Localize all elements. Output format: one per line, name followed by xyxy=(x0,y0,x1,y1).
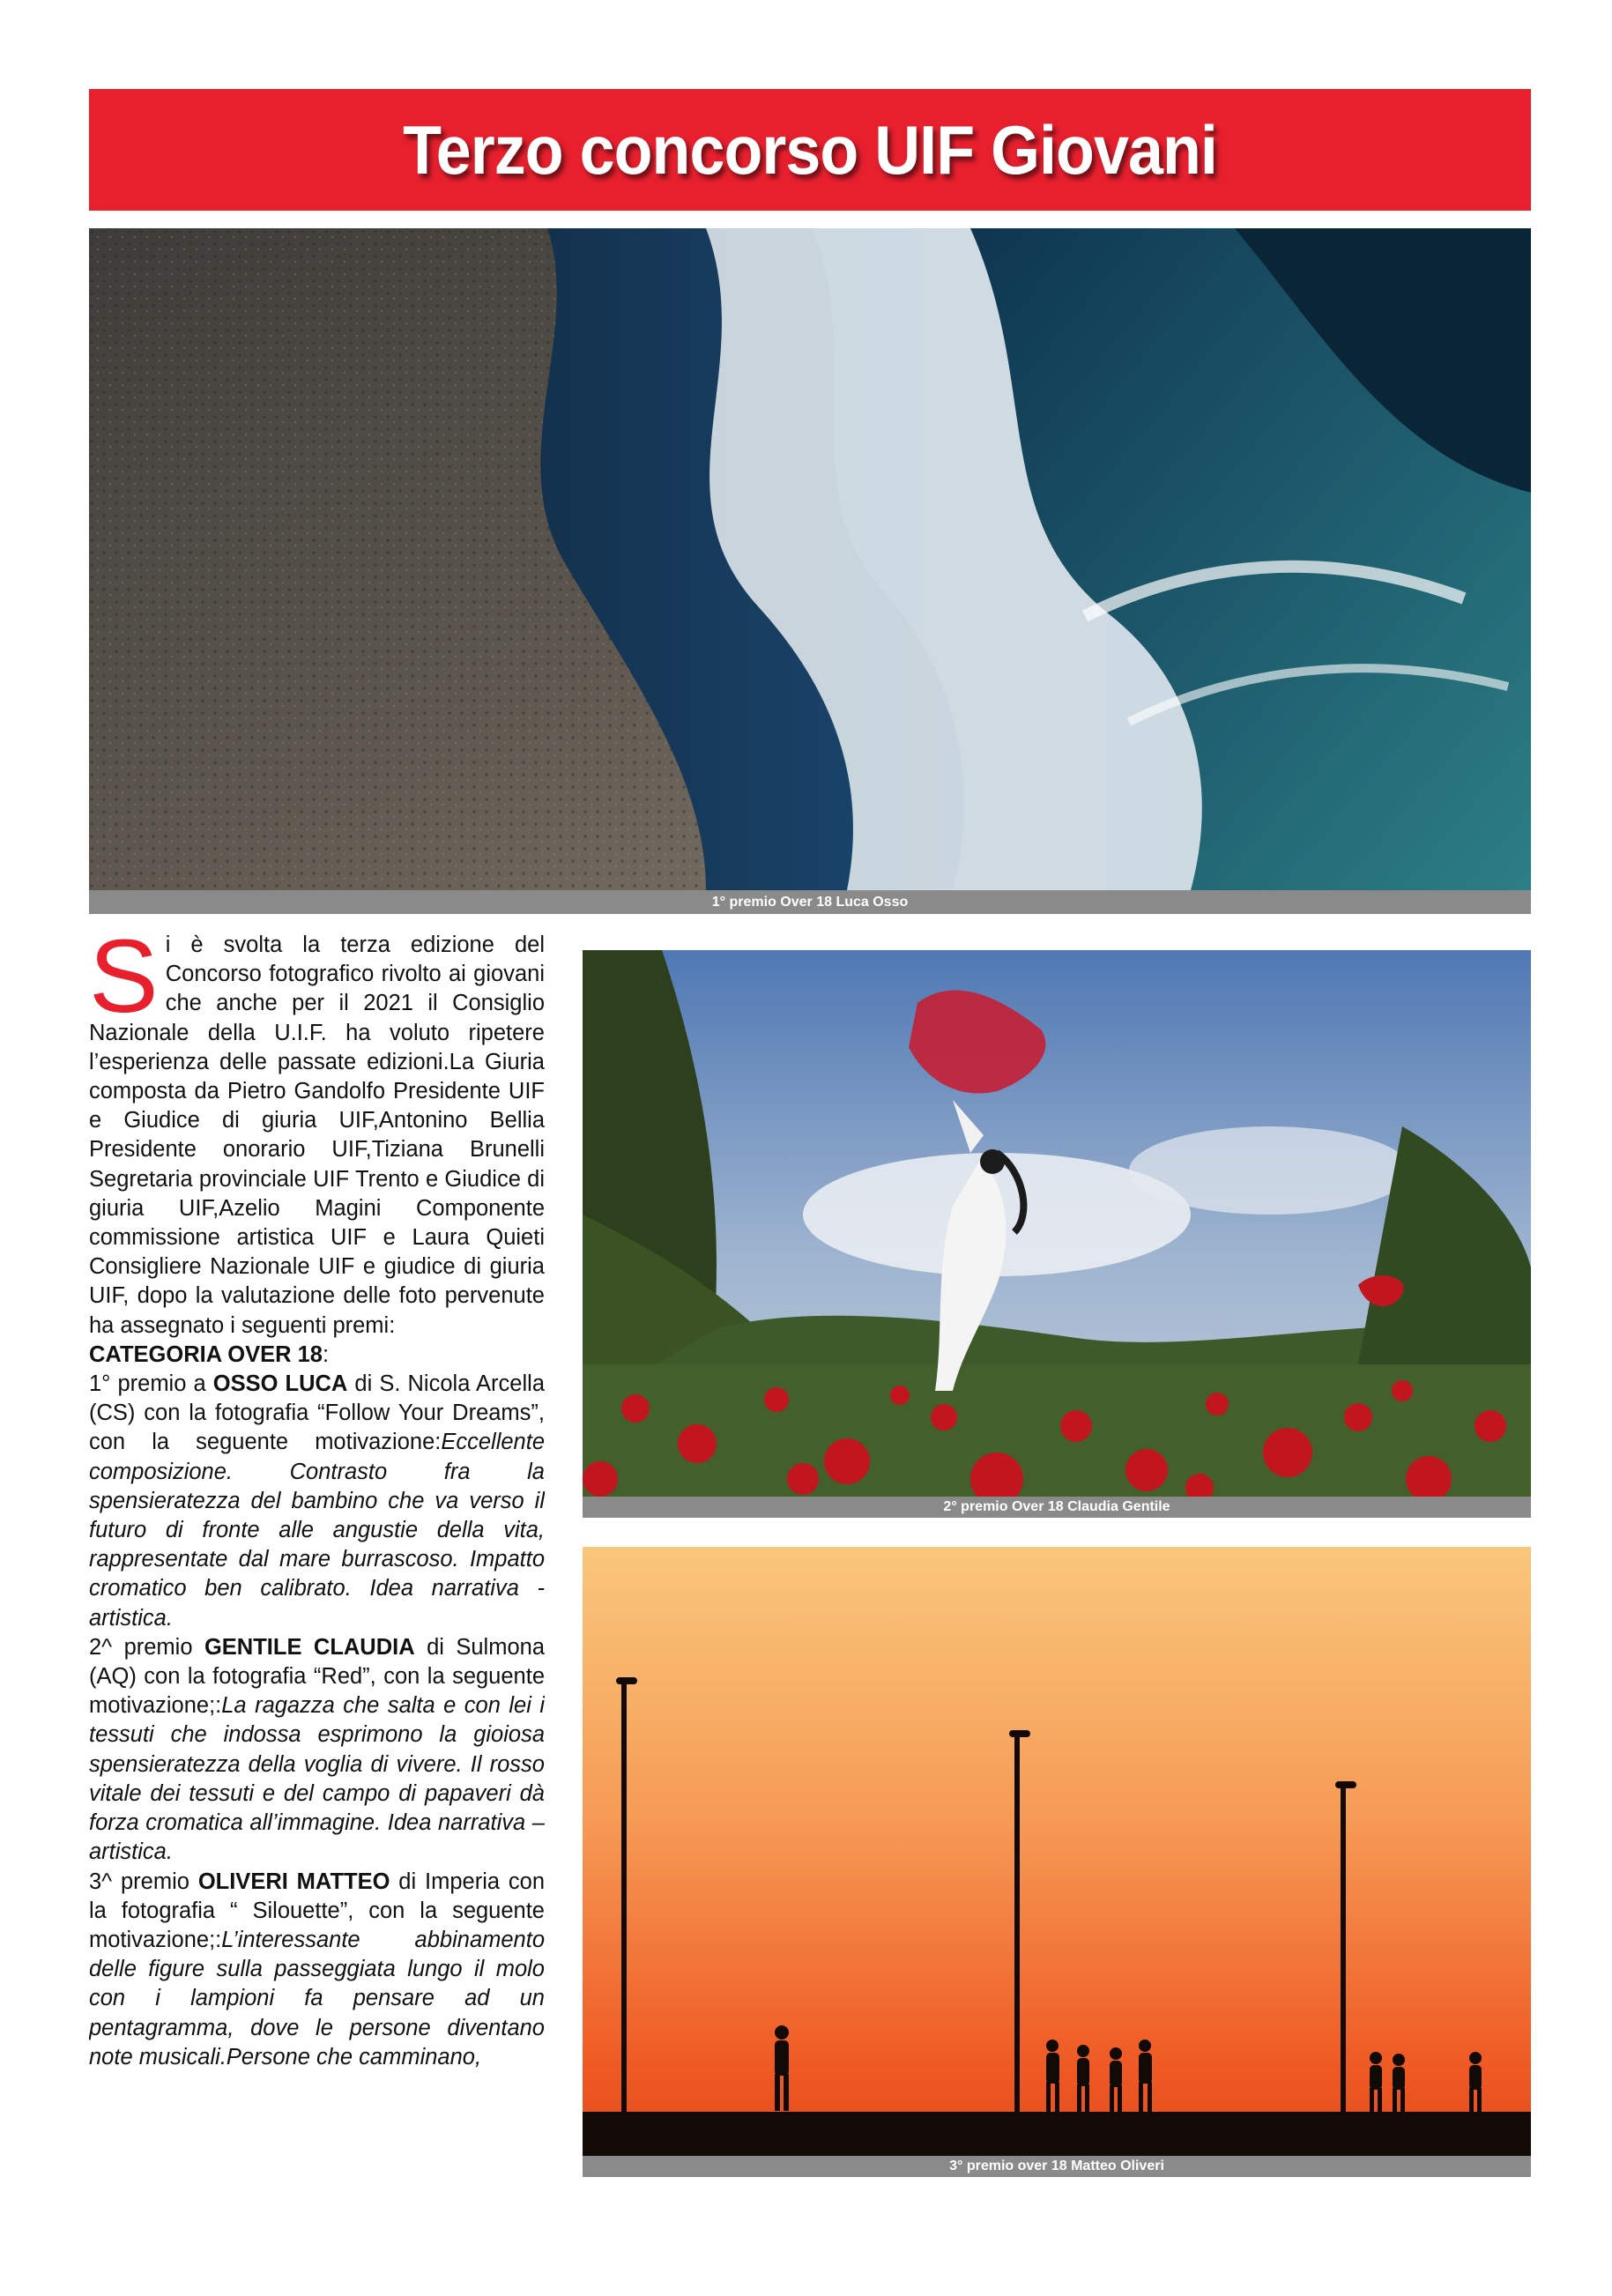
caption-second-prize: 2° premio Over 18 Claudia Gentile xyxy=(583,1497,1531,1518)
caption-first-prize: 1° premio Over 18 Luca Osso xyxy=(89,890,1531,914)
poppy-field-image xyxy=(583,950,1531,1497)
prize-paragraph-first: 1° premio a OSSO LUCA di S. Nicola Arcella (CS) con la fotografia “Follow Your Dreams”, con la seguente motivazione:Eccellente composizione. Contrasto fra la spensieratezza del bambino che va verso il futuro di fronte alle angustie della vita, rappresentate dal mare burrascoso. Impatto cromatico ben calibrato. Idea narrativa -artistica. xyxy=(89,1371,545,1631)
winner-name: GENTILE CLAUDIA xyxy=(204,1634,415,1660)
intro-text: i è svolta la terza edizione del Concorso fotografico rivolto ai giovani che anche per il 2021 il Consiglio Nazionale della U.I.F. ha voluto ripetere l’esperienza delle passate edizioni.La Giuria composta da Pietro Gandolfo Presidente UIF e Giudice di giuria UIF,Antonino Bellia Presidente onorario UIF,Tiziana Brunelli Segretaria provinciale UIF Trento e Giudice di giuria UIF,Azelio Magini Componente commissione artistica UIF e Laura Quieti Consigliere Nazionale UIF e giudice di giuria UIF, dopo la valutazione delle foto pervenute ha assegnato i seguenti premi: xyxy=(89,933,545,1338)
prize-paragraph-second: 2^ premio GENTILE CLAUDIA di Sulmona (AQ) con la fotografia “Red”, con la seguente motivazione;:La ragazza che salta e con lei i tessuti che indossa esprimono la gioiosa spensieratezza della voglia di vivere. Il rosso vitale dei tessuti e del campo di papaveri dà forza cromatica all’immagine. Idea narrativa – artistica. xyxy=(89,1634,545,1865)
drop-cap: S xyxy=(89,931,159,1035)
photo-third-prize xyxy=(583,1547,1531,2156)
sunset-silhouette-image xyxy=(583,1547,1531,2156)
prize-paragraph-third: 3^ premio OLIVERI MATTEO di Imperia con la fotografia “ Silouette”, con la seguente motivazione;:L’interessante abbinamento delle figure sulla passeggiata lungo il molo con i lampioni fa pensare ad un pentagramma, dove le persone diventano note musicali.Persone che camminano, xyxy=(89,1869,545,2069)
motivation-text: Eccellente composizione. Contrasto fra la spensieratezza del bambino che va verso il futuro di fronte alle angustie della vita, rappresentate dal mare burrascoso. Impatto cromatico ben calibrato. Idea narrativa -artistica. xyxy=(89,1430,545,1631)
motivation-text: L’interessante abbinamento delle figure sulla passeggiata lungo il molo con i lampioni fa pensare ad un pentagramma, dove le persone diventano note musicali.Persone che camminano, xyxy=(89,1927,545,2069)
category-heading: CATEGORIA OVER 18: xyxy=(89,1341,330,1367)
page-title: Terzo concorso UIF Giovani xyxy=(403,110,1217,189)
winner-name: OSSO LUCA xyxy=(212,1371,348,1397)
article-body xyxy=(89,931,545,2182)
photo-second-prize xyxy=(583,950,1531,1497)
caption-third-prize: 3° premio over 18 Matteo Oliveri xyxy=(583,2156,1531,2177)
sea-beach-image xyxy=(89,228,1531,890)
winner-name: OLIVERI MATTEO xyxy=(197,1869,390,1894)
title-banner xyxy=(89,89,1531,211)
motivation-text: La ragazza che salta e con lei i tessuti che indossa esprimono la gioiosa spensieratezza della voglia di vivere. Il rosso vitale dei tessuti e del campo di papaveri dà forza cromatica all’immagine. Idea narrativa – artistica. xyxy=(89,1693,545,1865)
photo-first-prize xyxy=(89,228,1531,890)
article-intro xyxy=(89,931,545,1341)
